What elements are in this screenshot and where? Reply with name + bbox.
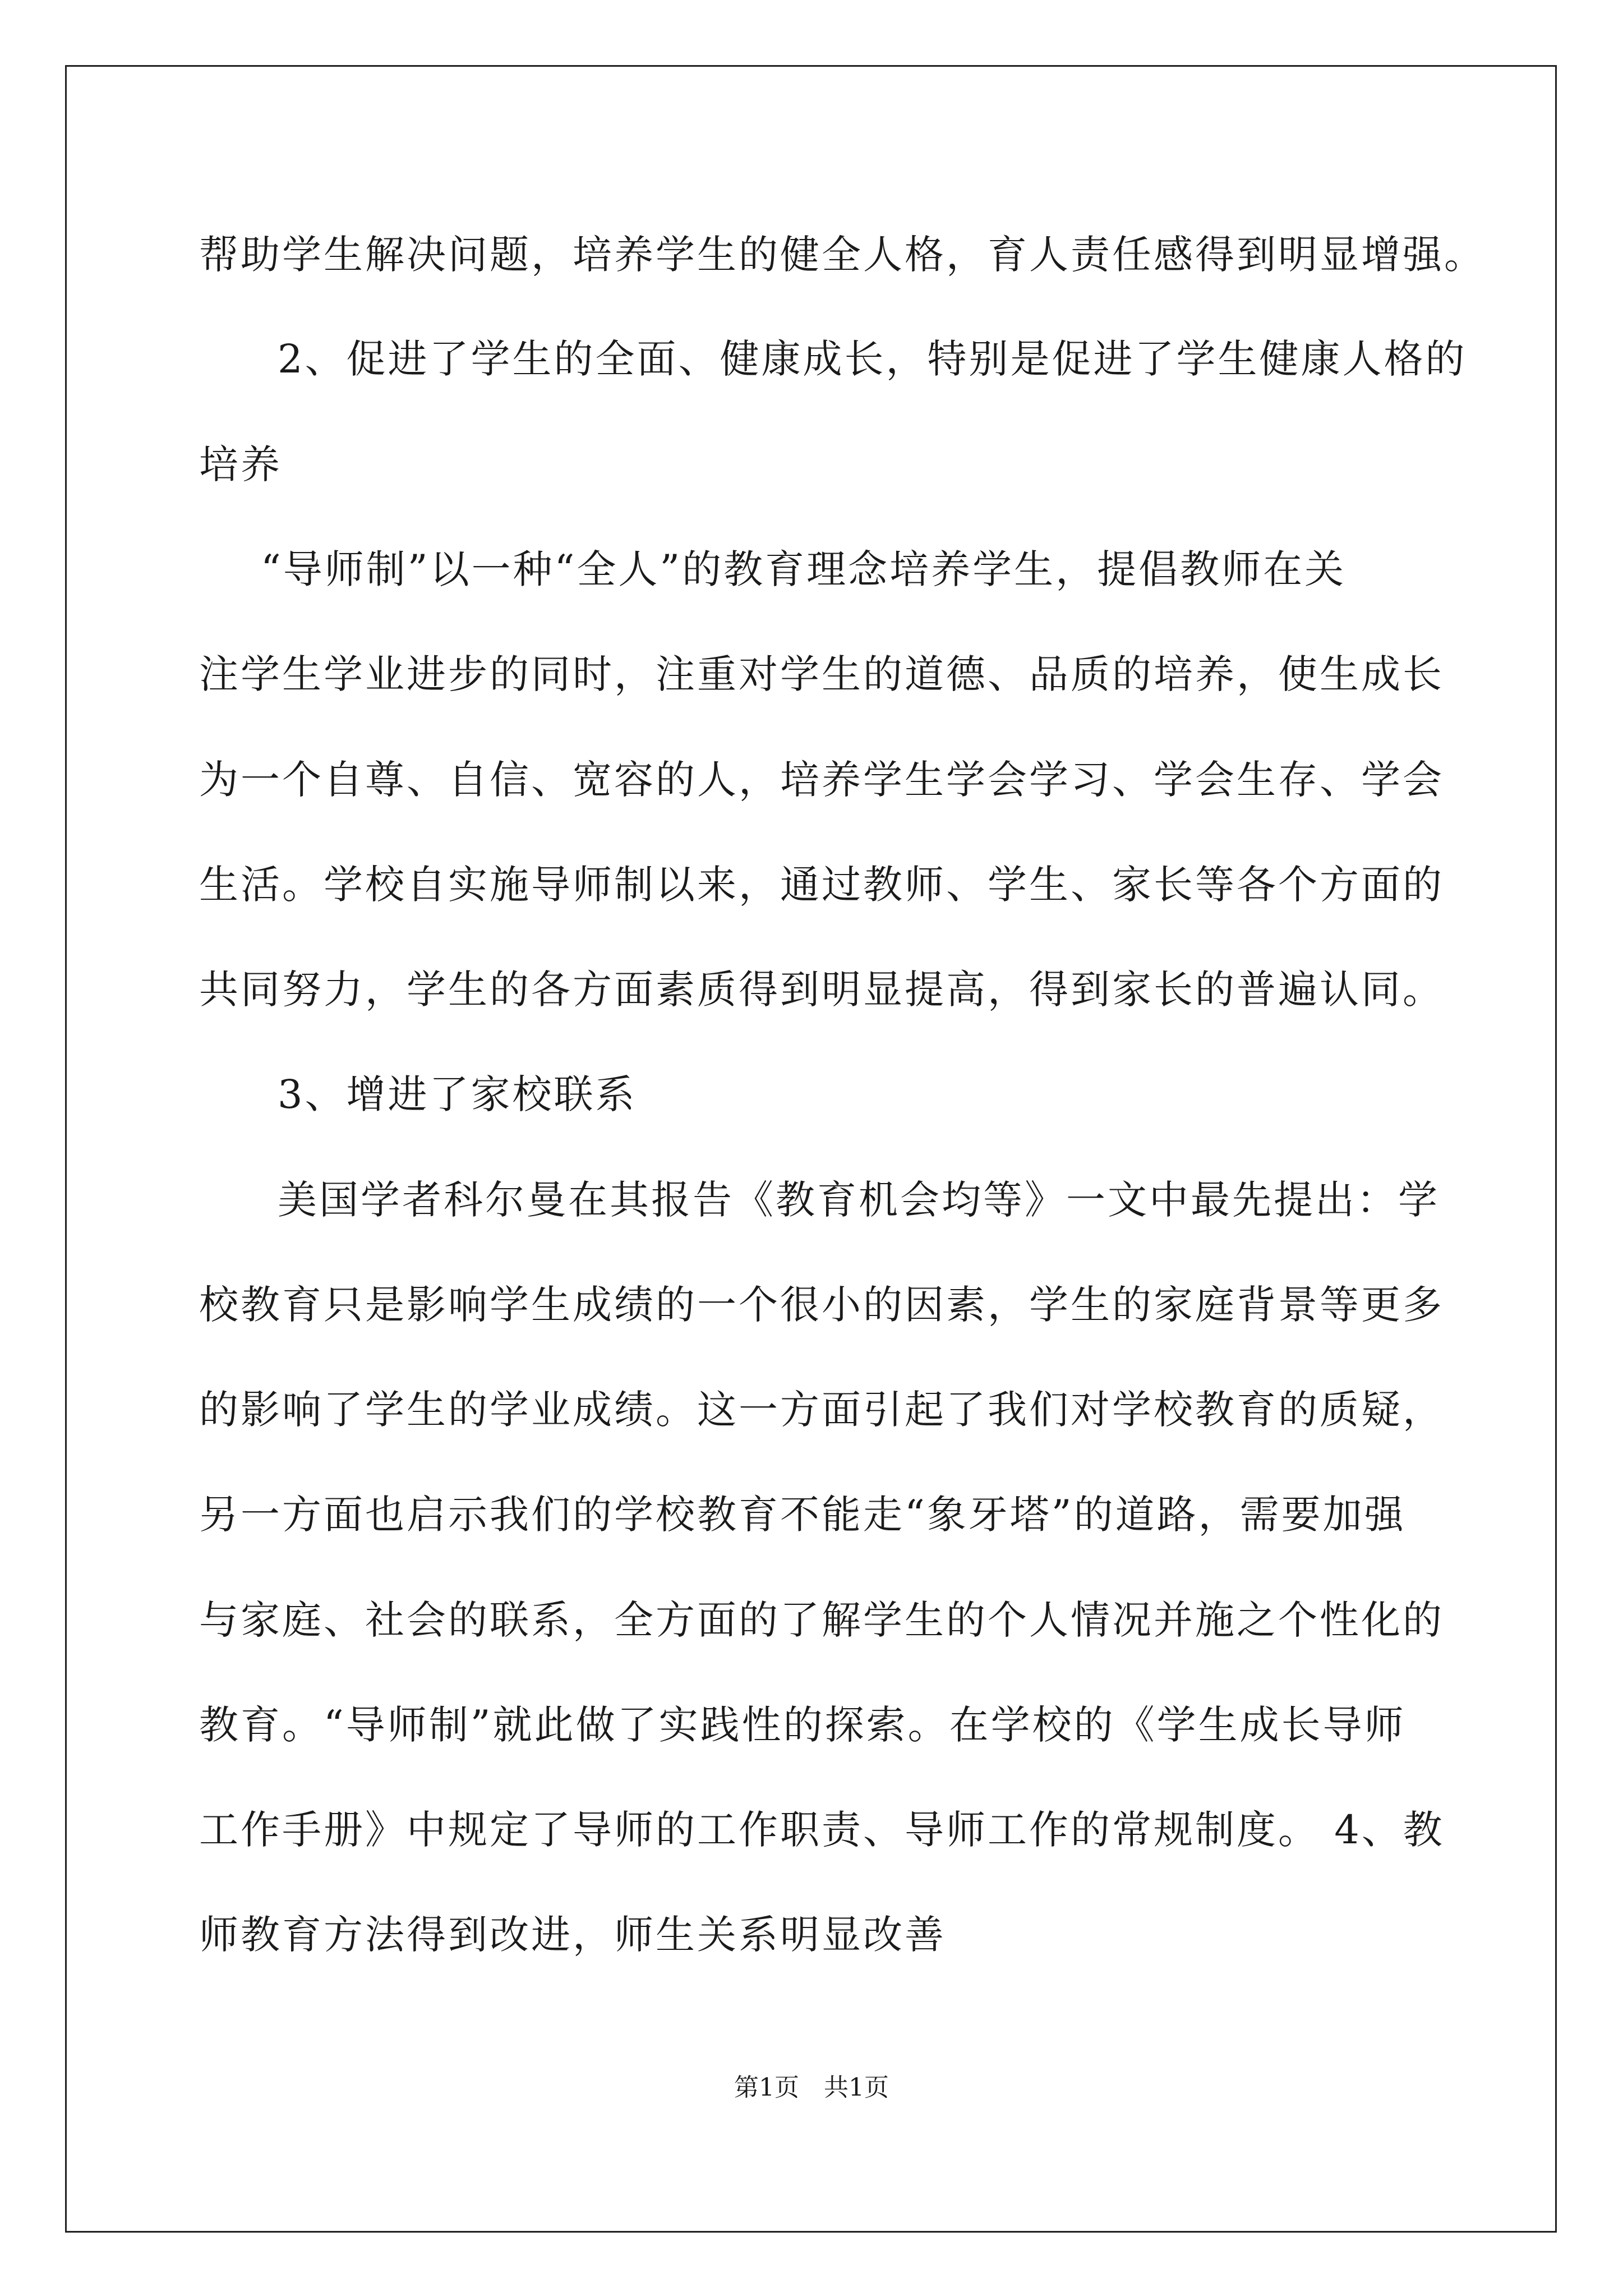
text-line-4: “导师制”以一种“全人”的教育理念培养学生，提倡教师在关 (261, 546, 1347, 592)
page-footer: 第1页 共1页 (734, 2073, 889, 2102)
text-line-11: 校教育只是影响学生成绩的一个很小的因素，学生的家庭背景等更多 (199, 1282, 1444, 1328)
text-line-12: 的影响了学生的学业成绩。这一方面引起了我们对学校教育的质疑， (199, 1387, 1444, 1433)
text-line-3: 培养 (199, 441, 282, 487)
text-line-9: 3、增进了家校联系 (278, 1071, 637, 1117)
text-line-14: 与家庭、社会的联系，全方面的了解学生的个人情况并施之个性化的 (199, 1597, 1444, 1643)
text-line-6: 为一个自尊、自信、宽容的人，培养学生学会学习、学会生存、学会 (199, 757, 1444, 803)
text-line-17: 师教育方法得到改进，师生关系明显改善 (199, 1912, 946, 1958)
text-line-2: 2、促进了学生的全面、健康成长，特别是促进了学生健康人格的 (278, 336, 1467, 382)
text-line-8: 共同努力，学生的各方面素质得到明显提高，得到家长的普遍认同。 (199, 967, 1444, 1013)
text-line-16: 工作手册》中规定了导师的工作职责、导师工作的常规制度。 4、教 (199, 1807, 1445, 1853)
text-line-7: 生活。学校自实施导师制以来，通过教师、学生、家长等各个方面的 (199, 862, 1444, 908)
text-line-15: 教育。“导师制”就此做了实践性的探索。在学校的《学生成长导师 (199, 1702, 1406, 1748)
text-line-1: 帮助学生解决问题，培养学生的健全人格，育人责任感得到明显增强。 (199, 232, 1486, 278)
text-line-13: 另一方面也启示我们的学校教育不能走“象牙塔”的道路，需要加强 (199, 1492, 1406, 1538)
text-line-5: 注学生学业进步的同时，注重对学生的道德、品质的培养，使生成长 (199, 651, 1444, 697)
text-line-10: 美国学者科尔曼在其报告《教育机会均等》一文中最先提出：学 (278, 1177, 1440, 1223)
